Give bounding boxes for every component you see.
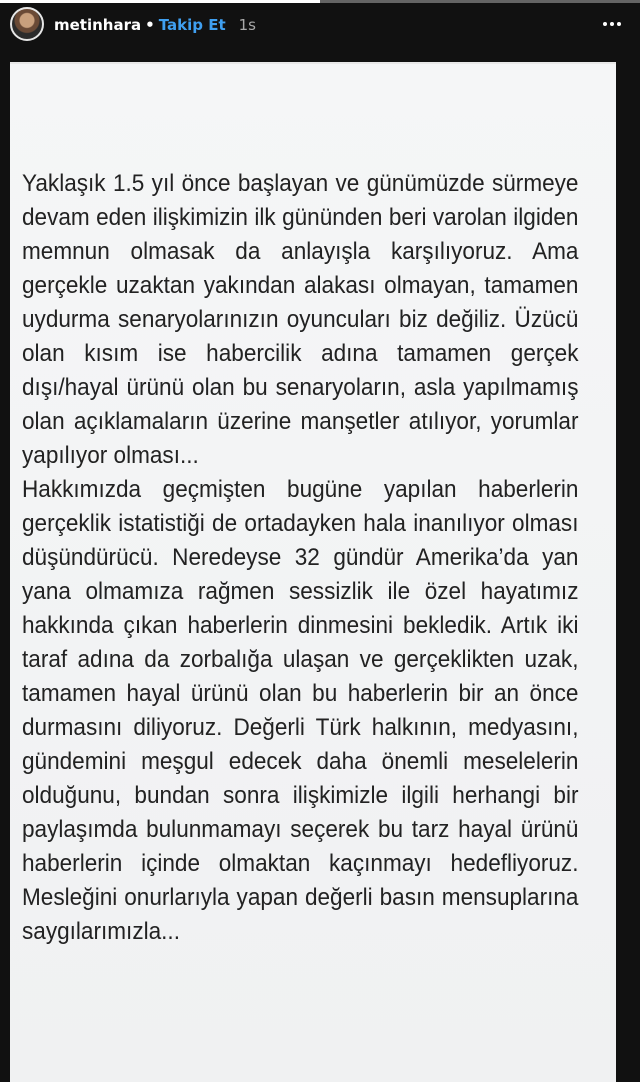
profile-avatar[interactable] <box>10 7 44 41</box>
story-image-card <box>10 62 616 1082</box>
story-statement-text: Yaklaşık 1.5 yıl önce başlayan ve günümüzde sürmeye devam eden ilişkimizin ilk gününden beri varolan ilgiden memnun olmasak da anlayışla karşılıyoruz. Ama gerçekle uzaktan yakından alakası olmayan, tamamen uydurma senaryolarınızın oyuncuları biz değiliz. Üzücü olan kısım ise habercilik adına tamamen gerçek dışı/hayal ürünü olan bu senaryoların, asla yapılmamış olan açıklamaların üzerine manşetler atılıyor, yorumlar yapılıyor olması... Hakkımızda geçmişten bugüne yapılan haberlerin gerçeklik istatistiği de ortadayken hala inanılıyor olması düşündürücü. Neredeyse 32 gündür Amerika’da yan yana olmamıza rağmen sessizlik ile özel hayatımız hakkında çıkan haberlerin dinmesini bekledik. Artık iki taraf adına da zorbalığa ulaşan ve gerçeklikten uzak, tamamen hayal ürünü olan bu haberlerin bir an önce durmasını diliyoruz. Değerli Türk halkının, medyasını, gündemini meşgul edecek daha önemli meselelerin olduğunu, bundan sonra ilişkimizle ilgili herhangi bir paylaşımda bulunmamayı seçerek bu tarz hayal ürünü haberlerin içinde olmaktan kaçınmayı hedefliyoruz. Mesleğini onurlarıyla yapan değerli basın mensuplarına saygılarımızla... <box>22 170 579 945</box>
separator-dot: • <box>145 16 155 34</box>
more-options-icon[interactable] <box>596 12 628 36</box>
more-dot-3-icon <box>617 22 621 26</box>
more-dot-2-icon <box>610 22 614 26</box>
card-top-divider <box>10 62 616 64</box>
username-link[interactable]: metinhara <box>54 16 142 34</box>
post-time: 1s <box>238 16 256 34</box>
follow-button[interactable]: Takip Et <box>158 16 226 34</box>
story-header <box>0 0 640 56</box>
story-meta <box>54 14 256 36</box>
more-dot-1-icon <box>603 22 607 26</box>
